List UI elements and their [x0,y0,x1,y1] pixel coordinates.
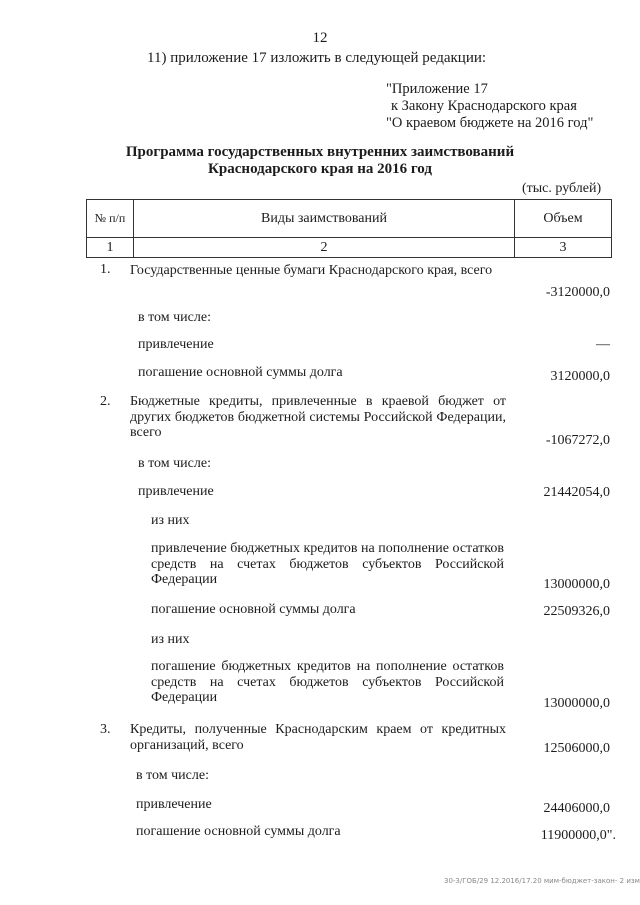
row2-repayment: погашение основной суммы долга [151,602,356,617]
col-type-index: 2 [134,238,515,258]
title-line1: Программа государственных внутренних заимствований [125,144,515,160]
col-type-header: Виды заимствований [134,200,515,238]
col-number-header: № п/п [87,200,134,238]
row2-sub-repayment-value: 13000000,0 [543,696,610,711]
row3-number: 3. [100,722,111,737]
intro-text: 11) приложение 17 изложить в следующей редакции: [147,50,487,66]
row1-including: в том числе: [138,310,211,325]
row1-number: 1. [100,262,111,277]
row1-attraction: привлечение [138,337,214,352]
row2-sub-repayment: погашение бюджетных кредитов на пополнение остатков средств на счетах бюджетов субъектов Российской Федерации [151,659,504,705]
row1-repayment: погашение основной суммы долга [138,365,343,380]
appendix-line1: "Приложение 17 [386,81,488,97]
col-number-index: 1 [87,238,134,258]
appendix-line3: "О краевом бюджете на 2016 год" [386,115,594,131]
row2-of-them-1: из них [151,513,190,528]
row2-number: 2. [100,394,111,409]
row1-repayment-value: 3120000,0 [550,369,610,384]
row2-attraction: привлечение [138,484,214,499]
row2-attraction-value: 21442054,0 [543,485,610,500]
title-line2: Краснодарского края на 2016 год [208,161,432,177]
row2-text: Бюджетные кредиты, привлеченные в краевой бюджет от других бюджетов бюджетной системы Российской Федерации, всего [130,394,506,440]
row2-sub-attraction: привлечение бюджетных кредитов на пополнение остатков средств на счетах бюджетов субъектов Российской Федерации [151,541,504,587]
row3-including: в том числе: [136,768,209,783]
row3-value: 12506000,0 [543,741,610,756]
row2-repayment-value: 22509326,0 [543,604,610,619]
row2-sub-attraction-value: 13000000,0 [543,577,610,592]
row2-of-them-2: из них [151,632,190,647]
units-label: (тыс. рублей) [522,181,602,196]
row2-including: в том числе: [138,456,211,471]
row3-attraction: привлечение [136,797,212,812]
row1-text: Государственные ценные бумаги Краснодарского края, всего [130,263,493,278]
col-amount-header: Объем [515,200,612,238]
row3-repayment: погашение основной суммы долга [136,824,341,839]
row3-repayment-value: 11900000,0". [540,828,616,843]
row1-value: -3120000,0 [545,285,610,300]
row1-attraction-value: — [596,337,610,352]
col-amount-index: 3 [515,238,612,258]
appendix-line2: к Закону Краснодарского края [391,98,577,114]
table-header [86,199,612,258]
row3-attraction-value: 24406000,0 [543,801,610,816]
footer-file-stamp: 30-3/ГОБ/29 12.2016/17.20 мим-бюджет-закон- 2 изм [444,877,640,885]
page-number: 12 [312,30,328,46]
row2-value: -1067272,0 [545,433,610,448]
row3-text: Кредиты, полученные Краснодарским краем от кредитных организаций, всего [130,722,506,753]
